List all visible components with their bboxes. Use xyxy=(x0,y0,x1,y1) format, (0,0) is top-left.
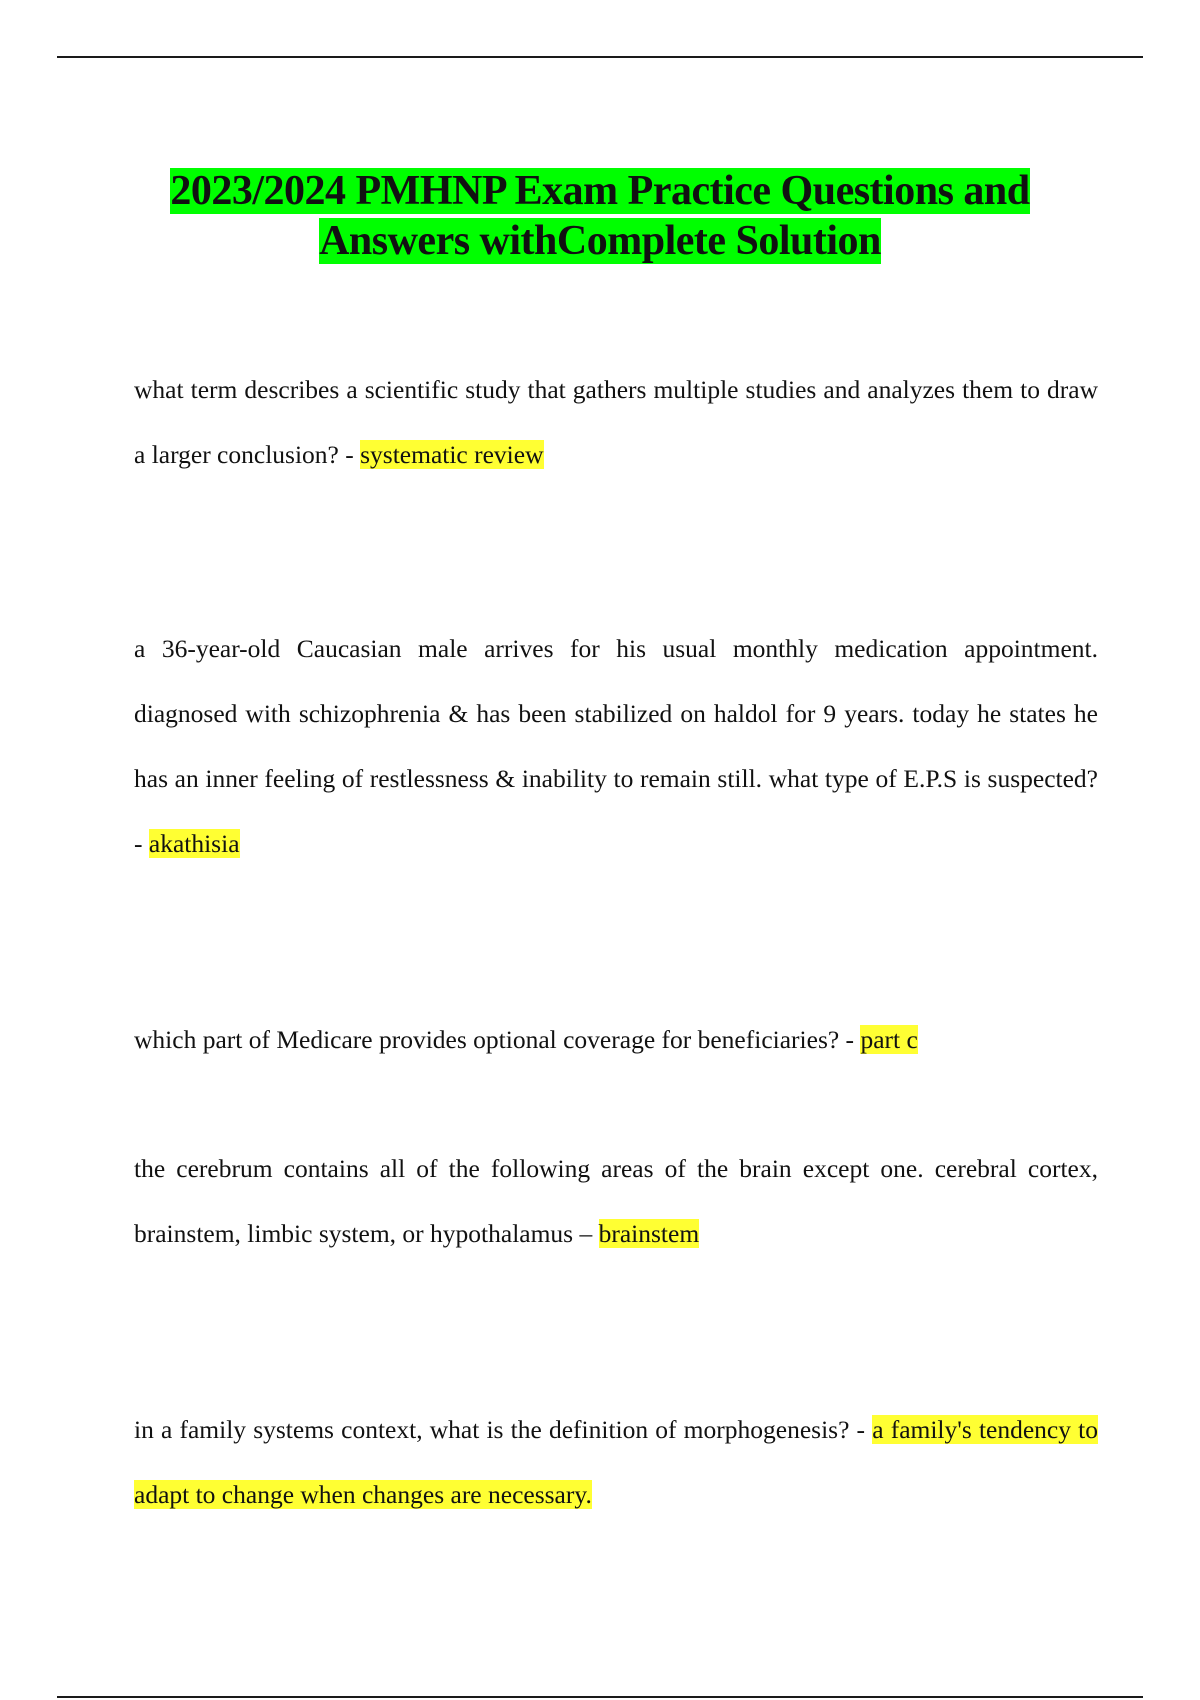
answer-text: part c xyxy=(860,1025,918,1054)
qa-item xyxy=(134,1007,1098,1072)
qa-item xyxy=(134,1136,1098,1266)
question-text: a 36-year-old Caucasian male arrives for his usual monthly medication appointment. diagnosed with schizophrenia & has been stabilized on haldol for 9 years. today he states he has an inner feeling of restlessness & inability to remain still. what type of E.P.S is suspected? - xyxy=(134,634,1098,858)
answer-text: systematic review xyxy=(360,440,544,469)
question-text: which part of Medicare provides optional coverage for beneficiaries? - xyxy=(134,1025,861,1054)
answer-text: a family's tendency to adapt to change when changes are necessary. xyxy=(134,1415,1098,1509)
qa-item xyxy=(134,616,1098,876)
document-title xyxy=(0,166,1200,266)
bottom-rule xyxy=(57,1696,1143,1698)
question-text: the cerebrum contains all of the following areas of the brain except one. cerebral cortex, brainstem, limbic system, or hypothalamus – xyxy=(134,1154,1098,1248)
qa-item xyxy=(134,1397,1098,1527)
question-text: what term describes a scientific study that gathers multiple studies and analyzes them to draw a larger conclusion? - xyxy=(134,375,1098,469)
top-rule xyxy=(57,56,1143,58)
qa-item xyxy=(134,357,1098,487)
answer-text: brainstem xyxy=(598,1219,700,1248)
answer-text: akathisia xyxy=(148,829,240,858)
title-line-1: 2023/2024 PMHNP Exam Practice Questions and xyxy=(170,168,1030,215)
question-text: in a family systems context, what is the definition of morphogenesis? - xyxy=(134,1415,873,1444)
title-line-2: Answers withComplete Solution xyxy=(319,218,881,265)
